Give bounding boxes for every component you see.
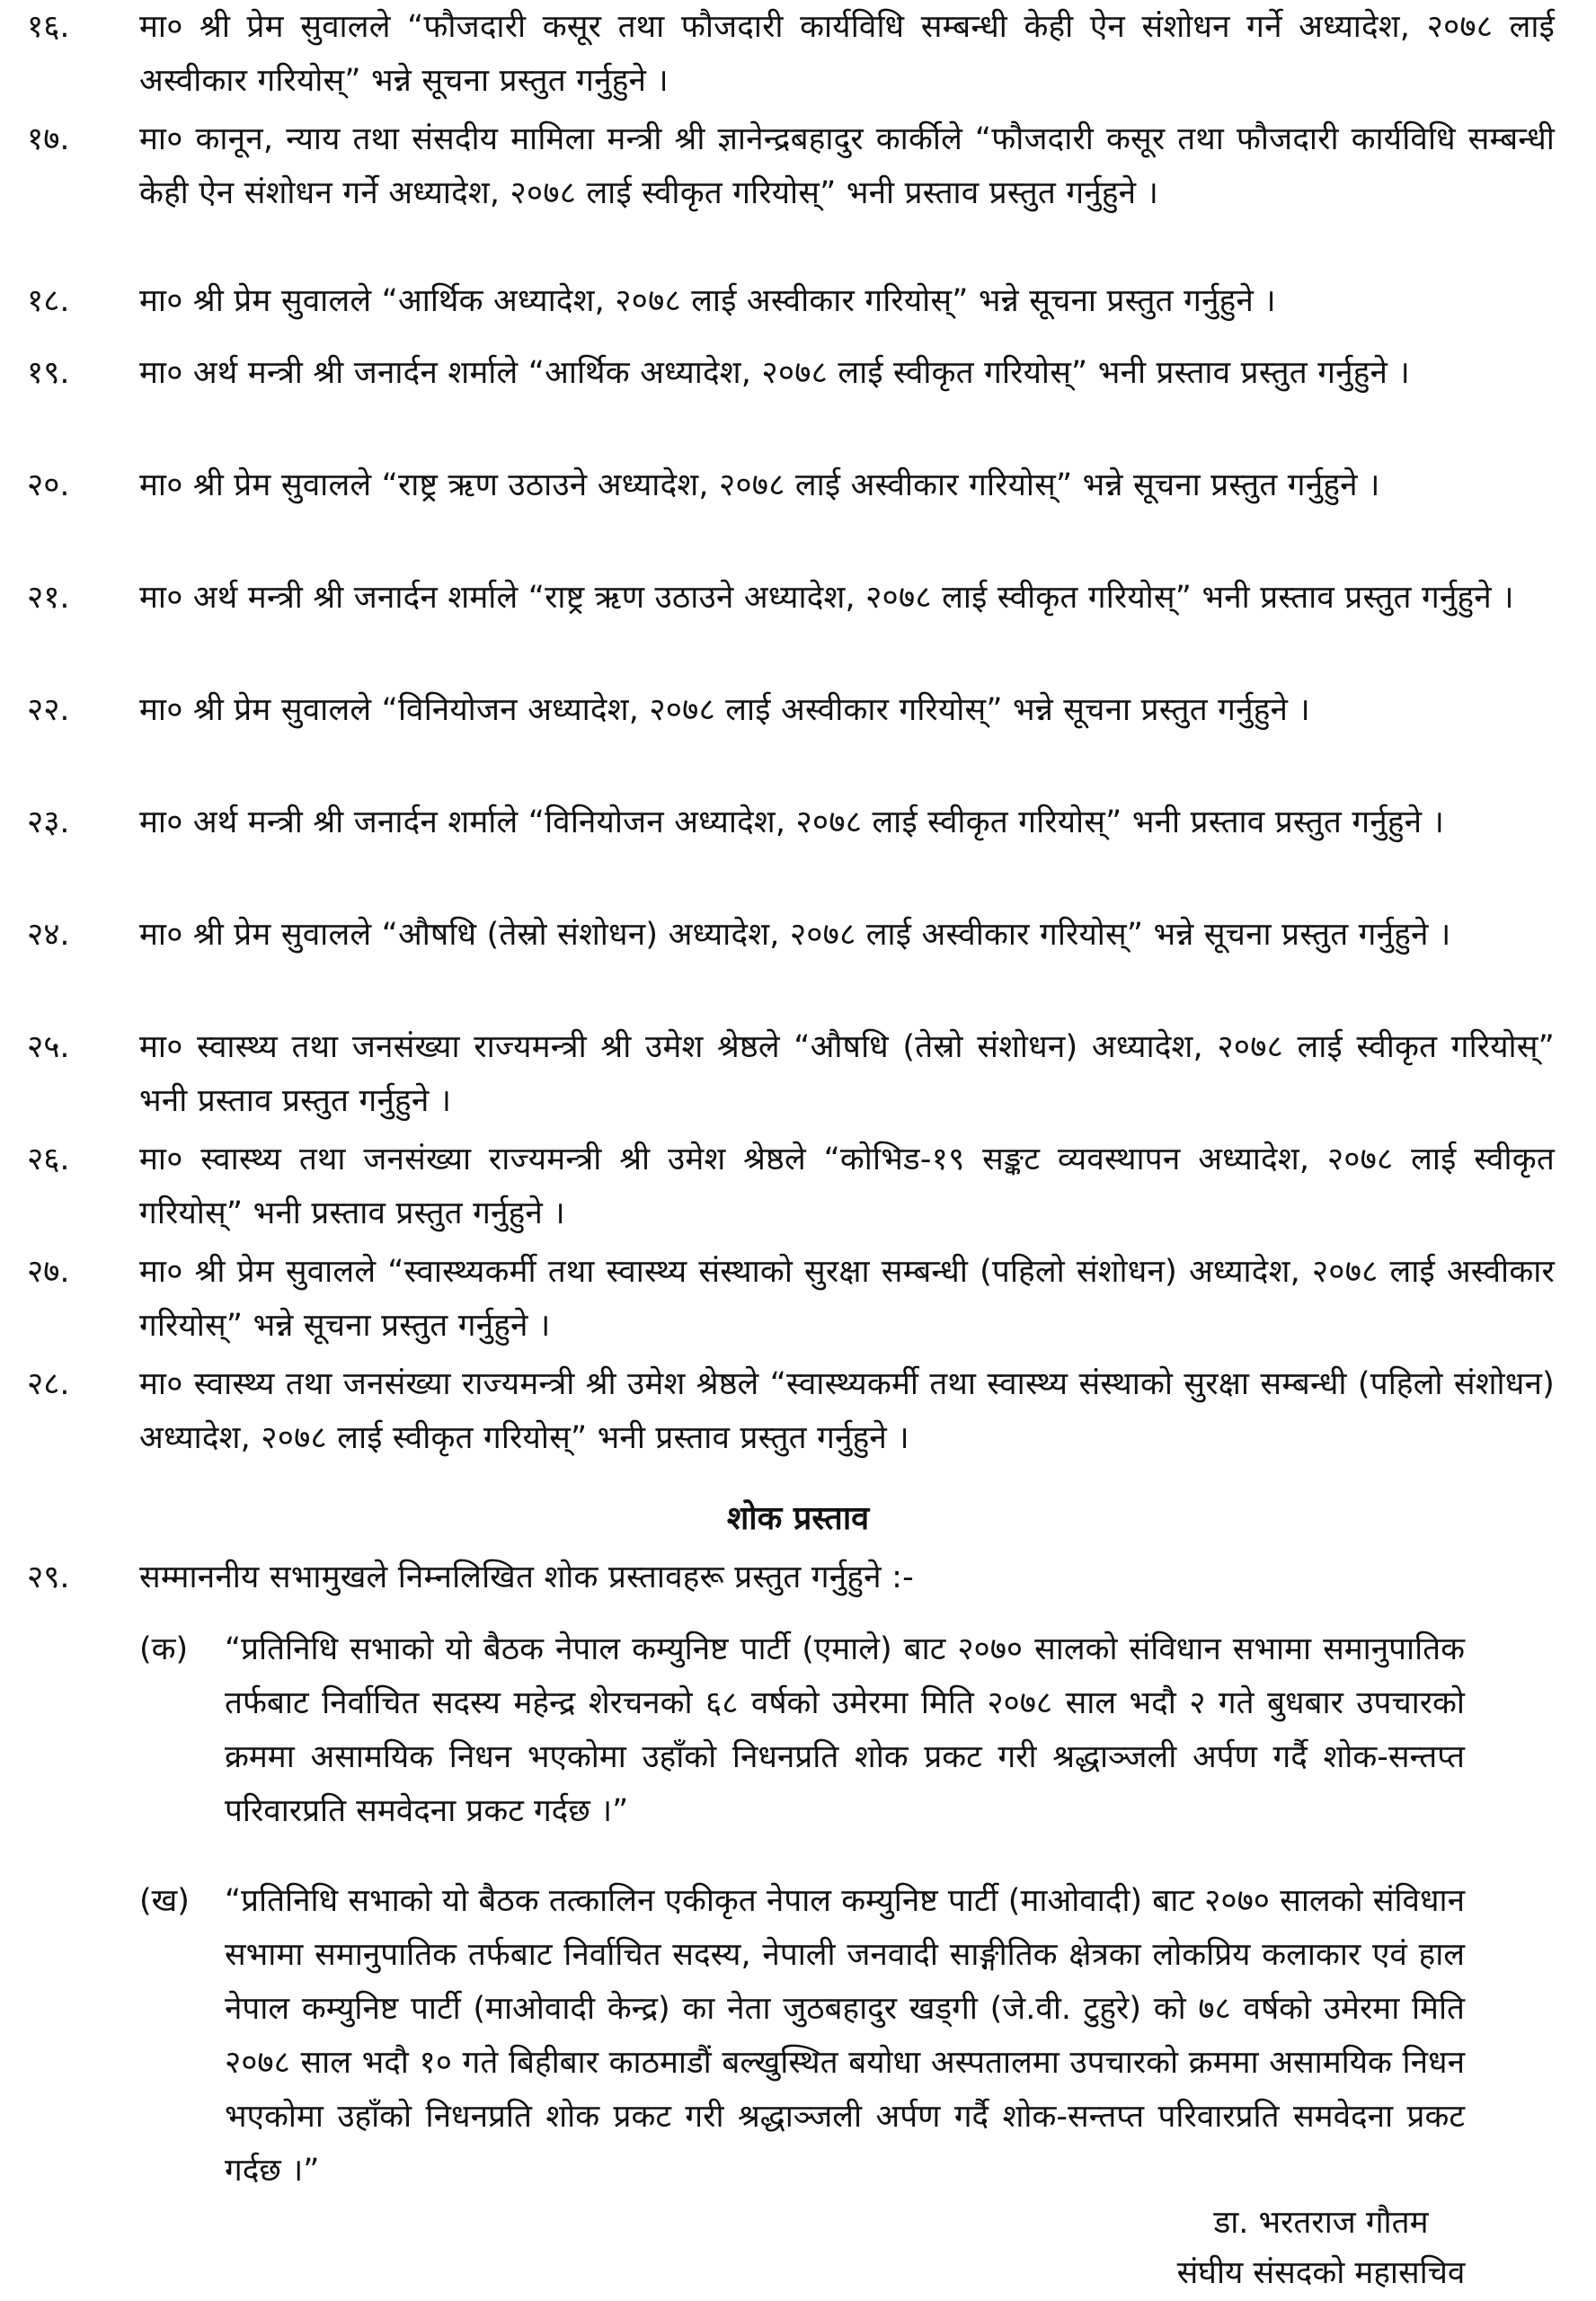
item-number: २०.: [27, 467, 70, 503]
item-text: मा० अर्थ मन्त्री श्री जनार्दन शर्माले “राष्ट्र ऋण उठाउने अध्यादेश, २०७८ लाई स्वीकृत गरियोस्” भनी प्रस्ताव प्रस्तुत गर्नुहुने ।: [139, 580, 1514, 616]
item-number: २४.: [27, 917, 70, 953]
item-number: २६.: [27, 1142, 70, 1177]
item-text: मा० अर्थ मन्त्री श्री जनार्दन शर्माले “आर्थिक अध्यादेश, २०७८ लाई स्वीकृत गरियोस्” भनी प्रस्ताव प्रस्तुत गर्नुहुने ।: [139, 355, 1410, 391]
item-text: मा० कानून, न्याय तथा संसदीय मामिला मन्त्री श्री ज्ञानेन्द्रबहादुर कार्कीले “फौजदारी कसूर तथा फौजदारी कार्यविधि सम्बन्धी केही ऐन संशोधन गर्ने अध्यादेश, २०७८ लाई स्वीकृत गरियोस्” भनी प्रस्ताव प्रस्तुत गर्नुहुने ।: [139, 121, 1555, 211]
item-number: २५.: [27, 1029, 70, 1065]
item-text: मा० श्री प्रेम सुवालले “फौजदारी कसूर तथा फौजदारी कार्यविधि सम्बन्धी केही ऐन संशोधन गर्ने अध्यादेश, २०७८ लाई अस्वीकार गरियोस्” भन्ने सूचना प्रस्तुत गर्नुहुने ।: [139, 9, 1555, 99]
item-text: सम्माननीय सभामुखले निम्नलिखित शोक प्रस्तावहरू प्रस्तुत गर्नुहुने :-: [139, 1559, 914, 1595]
item-number: १९.: [27, 355, 70, 391]
item-number: १८.: [27, 283, 70, 319]
item-number: २२.: [27, 692, 70, 728]
item-text: मा० श्री प्रेम सुवालले “आर्थिक अध्यादेश, २०७८ लाई अस्वीकार गरियोस्” भन्ने सूचना प्रस्तुत गर्नुहुने ।: [139, 283, 1276, 319]
item-number: २९.: [27, 1559, 70, 1595]
signatory-title: संघीय संसदको महासचिव: [1176, 2255, 1466, 2291]
item-number: २१.: [27, 580, 70, 616]
item-text: मा० श्री प्रेम सुवालले “विनियोजन अध्यादेश, २०७८ लाई अस्वीकार गरियोस्” भन्ने सूचना प्रस्तुत गर्नुहुने ।: [139, 692, 1310, 728]
item-number: २८.: [27, 1366, 70, 1402]
item-number: १७.: [27, 121, 70, 157]
sub-item-text: “प्रतिनिधि सभाको यो बैठक तत्कालिन एकीकृत नेपाल कम्युनिष्ट पार्टी (माओवादी) बाट २०७० सालको संविधान सभामा समानुपातिक तर्फबाट निर्वाचित सदस्य, नेपाली जनवादी साङ्गीतिक क्षेत्रका लोकप्रिय कलाकार एवं हाल नेपाल कम्युनिष्ट पार्टी (माओवादी केन्द्र) का नेता जुठबहादुर खड्गी (जे.वी. टुहुरे) को ७८ वर्षको उमेरमा मिति २०७८ साल भदौ १० गते बिहीबार काठमाडौं बल्खुस्थित बयोधा अस्पतालमा उपचारको क्रममा असामयिक निधन भएकोमा उहाँको निधनप्रति शोक प्रकट गरी श्रद्धाञ्जली अर्पण गर्दै शोक-सन्तप्त परिवारप्रति समवेदना प्रकट गर्दछ ।”: [225, 1883, 1465, 2189]
sub-item-label: (ख): [139, 1883, 190, 1919]
item-text: मा० स्वास्थ्य तथा जनसंख्या राज्यमन्त्री श्री उमेश श्रेष्ठले “औषधि (तेस्रो संशोधन) अध्यादेश, २०७८ लाई स्वीकृत गरियोस्” भनी प्रस्ताव प्रस्तुत गर्नुहुने ।: [139, 1029, 1555, 1119]
item-text: मा० श्री प्रेम सुवालले “राष्ट्र ऋण उठाउने अध्यादेश, २०७८ लाई अस्वीकार गरियोस्” भन्ने सूचना प्रस्तुत गर्नुहुने ।: [139, 467, 1380, 503]
item-text: मा० स्वास्थ्य तथा जनसंख्या राज्यमन्त्री श्री उमेश श्रेष्ठले “कोभिड-१९ सङ्कट व्यवस्थापन अध्यादेश, २०७८ लाई स्वीकृत गरियोस्” भनी प्रस्ताव प्रस्तुत गर्नुहुने ।: [139, 1142, 1555, 1231]
item-text: मा० अर्थ मन्त्री श्री जनार्दन शर्माले “विनियोजन अध्यादेश, २०७८ लाई स्वीकृत गरियोस्” भनी प्रस्ताव प्रस्तुत गर्नुहुने ।: [139, 804, 1445, 840]
item-text: मा० श्री प्रेम सुवालले “औषधि (तेस्रो संशोधन) अध्यादेश, २०७८ लाई अस्वीकार गरियोस्” भन्ने सूचना प्रस्तुत गर्नुहुने ।: [139, 917, 1451, 953]
item-number: १६.: [27, 9, 70, 45]
item-text: मा० श्री प्रेम सुवालले “स्वास्थ्यकर्मी तथा स्वास्थ्य संस्थाको सुरक्षा सम्बन्धी (पहिलो संशोधन) अध्यादेश, २०७८ लाई अस्वीकार गरियोस्” भन्ने सूचना प्रस्तुत गर्नुहुने ।: [139, 1254, 1555, 1344]
signatory-name: डा. भरतराज गौतम: [1213, 2205, 1429, 2241]
sub-item-label: (क): [139, 1631, 189, 1667]
item-number: २३.: [27, 804, 70, 840]
item-text: मा० स्वास्थ्य तथा जनसंख्या राज्यमन्त्री श्री उमेश श्रेष्ठले “स्वास्थ्यकर्मी तथा स्वास्थ्य संस्थाको सुरक्षा सम्बन्धी (पहिलो संशोधन) अध्यादेश, २०७८ लाई स्वीकृत गरियोस्” भनी प्रस्ताव प्रस्तुत गर्नुहुने ।: [139, 1366, 1555, 1456]
sub-item-text: “प्रतिनिधि सभाको यो बैठक नेपाल कम्युनिष्ट पार्टी (एमाले) बाट २०७० सालको संविधान सभामा समानुपातिक तर्फबाट निर्वाचित सदस्य महेन्द्र शेरचनको ६८ वर्षको उमेरमा मिति २०७८ साल भदौ २ गते बुधबार उपचारको क्रममा असामयिक निधन भएकोमा उहाँको निधनप्रति शोक प्रकट गरी श्रद्धाञ्जली अर्पण गर्दै शोक-सन्तप्त परिवारप्रति समवेदना प्रकट गर्दछ ।”: [225, 1631, 1465, 1829]
condolence-heading: शोक प्रस्ताव: [726, 1500, 870, 1537]
item-number: २७.: [27, 1254, 70, 1290]
